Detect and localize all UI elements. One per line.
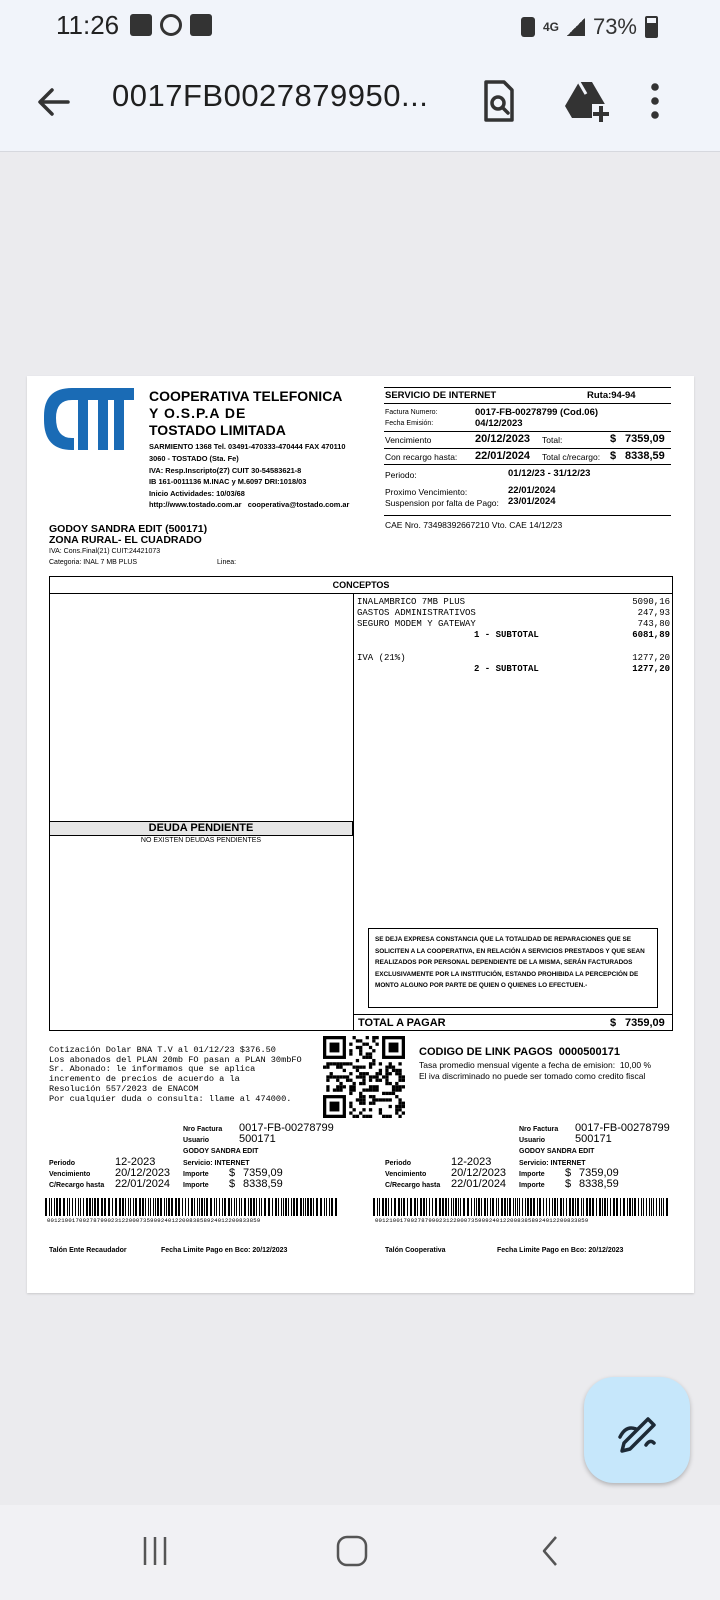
check-icon [190,14,212,36]
subtotal-1-label: 1 - SUBTOTAL [474,630,539,640]
qr-code [323,1036,405,1118]
stub-invoice: 0017-FB-00278799 [239,1122,334,1134]
total-pay-label: TOTAL A PAGAR [358,1017,446,1029]
battery-percent: 73% [592,14,637,39]
subtotal-1: 6081,89 [632,630,670,640]
service-label: SERVICIO DE INTERNET [385,390,497,401]
total-pay: 7359,09 [625,1017,665,1029]
concept-1-amount: 5090,16 [632,597,670,607]
battery-saver-icon [521,17,535,37]
back-arrow-icon[interactable] [32,80,76,124]
concept-1: INALAMBRICO 7MB PLUS [357,597,466,607]
status-time: 11:26 [56,10,120,40]
edit-fab-button[interactable] [584,1377,690,1483]
total-amount: 7359,09 [625,433,665,445]
company-web: http://www.tostado.com.ar cooperativa@tostado.com.ar [149,500,350,509]
signal-icon [567,18,585,36]
due-label: Vencimiento [385,435,432,445]
whatsapp-icon [160,14,182,36]
line-label: Linea: [217,559,237,566]
company-logo [44,388,134,450]
company-city: 3060 - TOSTADO (Sta. Fe) [149,454,239,463]
repairs-notice: SE DEJA EXPRESA CONSTANCIA QUE LA TOTALIDAD DE REPARACIONES QUE SE SOLICITEN A LA COOPERATIVA, EN RELACIÓN A SERVICIOS PRESTADOS Y QUE SEAN REALIZADOS POR PERSONAL DEPENDIENTE DE LA MISMA, SERÁN FACTURADOS EXCLUSIVAMENTE POR LA INSTITUCIÓN, ESTANDO PROHIBIDA LA PERCEPCIÓN DE MONTO ALGUNO POR PARTE DE QUIEN O QUIENES LO EFECTUEN.- [368,928,658,1008]
surcharge-total: 8338,59 [625,450,665,462]
barcode [373,1198,669,1216]
total-label: Total: [542,435,563,445]
concept-3-amount: 743,80 [637,619,670,629]
status-bar [0,0,720,54]
barcode [45,1198,337,1216]
concepts-header: CONCEPTOS [49,576,673,594]
suspension-label: Suspension por falta de Pago: [385,498,499,508]
customer-iva: IVA: Cons.Final(21) CUIT:24421073 [49,548,161,555]
surcharge-date: 22/01/2024 [475,450,531,462]
surcharge-currency: $ [610,450,617,462]
stub-user: 500171 [575,1133,612,1145]
debt-text: NO EXISTEN DEUDAS PENDIENTES [140,837,262,844]
surcharge-label: Con recargo hasta: [385,452,458,462]
period: 01/12/23 - 31/12/23 [508,468,591,479]
app-bar [0,54,720,152]
company-name: COOPERATIVA TELEFONICA Y O.S.P.A DE TOSTADO LIMITADA [149,388,343,438]
concept-3: SEGURO MODEM Y GATEWAY [357,619,476,629]
concept-2: GASTOS ADMINISTRATIVOS [357,608,476,618]
iva-label: IVA (21%) [357,653,406,663]
invoice-number-label: Factura Numero: [385,409,438,416]
gallery-icon [130,14,152,36]
add-to-drive-icon[interactable] [562,76,612,126]
subtotal-2-label: 2 - SUBTOTAL [474,664,539,674]
suspension-date: 23/01/2024 [508,496,556,507]
concept-2-amount: 247,93 [637,608,670,618]
search-document-icon[interactable] [474,76,524,126]
surcharge-total-label: Total c/recargo: [542,452,601,462]
total-pay-currency: $ [610,1017,617,1029]
company-start: Inicio Actividades: 10/03/68 [149,489,245,498]
customer-name: GODOY SANDRA EDIT (500171) [49,523,208,535]
iva-note: El iva discriminado no puede ser tomado como credito fiscal [419,1071,646,1081]
next-due: 22/01/2024 [508,485,556,496]
battery-icon [645,16,658,38]
due-date: 20/12/2023 [475,433,531,445]
back-nav-icon[interactable] [526,1531,576,1571]
route: Ruta:94-94 [587,390,636,401]
messages: Cotización Dolar BNA T.V al 01/12/23 $376.50 Los abonados del PLAN 20mb FO pasan a PLAN 30mbFO Sr. Abonado: le informamos que se aplica incremento de precios de acuerdo a la Resolución 557/2023 de ENACOM Por cualquier duda o consulta: llame al 474000. [49,1045,302,1104]
company-address: SARMIENTO 1368 Tel. 03491-470333-470444 FAX 470110 [149,442,346,451]
total-currency: $ [610,433,617,445]
subtotal-2: 1277,20 [632,664,670,674]
document-title: 0017FB0027879950... [112,78,429,113]
link-code-label: CODIGO DE LINK PAGOS 0000500171 [419,1046,620,1058]
more-options-icon[interactable] [640,76,670,126]
invoice-page: COOPERATIVA TELEFONICA Y O.S.P.A DE TOSTADO LIMITADA SARMIENTO 1368 Tel. 03491-470333-470444 FAX 470110 3060 - TOSTADO (Sta. Fe) IVA: Resp.Inscripto(27) CUIT 30-54583621-8 IB 161-0011136 M.INAC y M.6097 DRI:1018/03 Inicio Actividades: 10/03/68 http://www.tostado.com.ar cooperativa@tostado.com.ar SERVICIO DE INTERNET Ruta:94-94 Factura Numero: 0017-FB-00278799 (Cod.06) Fecha Emisión: 04/12/2023 Vencimiento 20/12/2023 Total: $ 7359,09 Con recargo hasta: 22/01/2024 Total c/recargo: $ 8338,59 Periodo: 01/12/23 - 31/12/23 Proximo Vencimiento: 22/01/2024 Suspension por falta de Pago: 23/01/2024 CAE Nro. 73498392667210 Vto. CAE 14/12/23 GODOY SANDRA EDIT (500171) ZONA RURAL- EL CUADRADO IVA: Cons.Final(21) CUIT:24421073 Categoria: INAL 7 MB PLUS Linea: CONCEPTOS INALAMBRICO 7MB PLUS 5090,16 GASTOS ADMINISTRATIVOS 247,93 SEGURO MODEM Y GATEWAY 743,80 1 - SUBTOTAL 6081,89 IVA (21%) 1277,20 2 - SUBTOTAL 1277,20 DEUDA PENDIENTE NO EXISTEN DEUDAS PENDIENTES SE DEJA EXPRESA CONSTANCIA QUE LA TOTALIDAD DE REPARACIONES QUE SE SOLICITEN A LA COOPERATIVA, EN RELACIÓN A SERVICIOS PRESTADOS Y QUE SEAN REALIZADOS POR PERSONAL DEPENDIENTE DE LA MISMA, SERÁN FACTURADOS EXCLUSIVAMENTE POR LA INSTITUCIÓN, ESTANDO PROHIBIDA LA PERCEPCIÓN DE MONTO ALGUNO POR PARTE DE QUIEN O QUIENES LO EFECTUEN.- TOTAL A PAGAR $ 7359,09 Cotización Dolar BNA T.V al 01/12/23 $376.50 Los abonados del PLAN 20mb FO pasan a PLAN 30mbFO Sr. Abonado: le informamos que se aplica incremento de precios de acuerdo a la Resolución 557/2023 de ENACOM Por cualquier duda o consulta: llame al 474000. CODIGO DE LINK PAGOS 0000500171 Tasa promedio mensual vigente a fecha de emision: 10,00 % El iva discriminado no puede ser tomado como credito fiscal Nro Factura 0017-FB-00278799 Usuario 500171 GODOY SANDRA EDIT Periodo 12-2023 Servicio: INTERNET Vencimiento 20/12/2023 Importe $ 7359,09 C/Recargo hasta 22/01/2024 Importe $ 8338,59 001210017002787990231220007359092401220083858924012200833859 Talón Ente Recaudador Fecha Limite Pago en Bco: 20/12/2023 Nro Factura 0017-FB-00278799 Usuario 500171 GODOY SANDRA EDIT Periodo 12-2023 Servicio: INTERNET Vencimiento 20/12/2023 Importe $ 7359,09 C/Recargo hasta 22/01/2024 Importe $ 8338,59 001210017002787990231220007359092401220083858924012200833859 Talón Cooperativa Fecha Limite Pago en Bco: 20/12/2023 [27,376,694,1293]
rate-note: Tasa promedio mensual vigente a fecha de emision: 10,00 % [419,1060,652,1070]
edit-pen-icon [584,1377,690,1483]
network-type: 4G [542,19,559,34]
stub-invoice: 0017-FB-00278799 [575,1122,670,1134]
navigation-bar [0,1505,720,1600]
stub-user: 500171 [239,1133,276,1145]
company-tax-id: IVA: Resp.Inscripto(27) CUIT 30-54583621-8 [149,466,302,475]
customer-zone: ZONA RURAL- EL CUADRADO [49,534,202,546]
system-icons [521,14,658,40]
invoice-number: 0017-FB-00278799 (Cod.06) [475,407,599,418]
issue-date: 04/12/2023 [475,418,523,429]
issue-date-label: Fecha Emisión: [385,420,434,427]
iva-amount: 1277,20 [632,653,670,663]
recent-apps-icon[interactable] [130,1531,180,1571]
cae: CAE Nro. 73498392667210 Vto. CAE 14/12/23 [385,520,563,530]
next-due-label: Proximo Vencimiento: [385,487,468,497]
period-label: Periodo: [385,470,417,480]
home-icon[interactable] [327,1531,377,1571]
debt-header: DEUDA PENDIENTE [49,821,353,836]
customer-category: Categoria: INAL 7 MB PLUS [49,559,138,566]
notification-icons [130,14,212,36]
company-tax-id-2: IB 161-0011136 M.INAC y M.6097 DRI:1018/03 [149,477,307,486]
